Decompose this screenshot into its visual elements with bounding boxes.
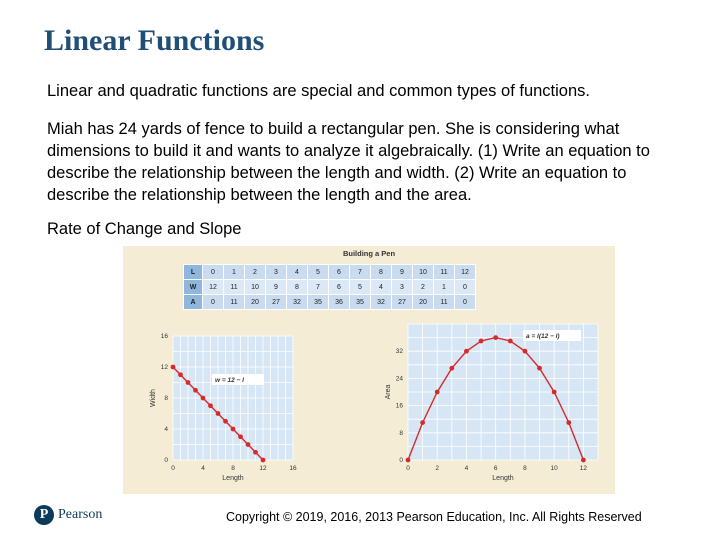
table-cell: 5 — [350, 280, 371, 295]
data-point — [435, 390, 440, 395]
table-cell: 20 — [245, 295, 266, 310]
pearson-logo — [34, 505, 102, 525]
pearson-logo-icon: P — [34, 505, 54, 525]
x-axis-label: Length — [492, 475, 514, 482]
table-cell: 20 — [413, 295, 434, 310]
row-header: W — [184, 280, 203, 295]
data-point — [238, 434, 243, 439]
data-point — [566, 420, 571, 425]
table-cell: 2 — [245, 265, 266, 280]
y-tick-label: 8 — [399, 429, 403, 437]
data-point — [208, 403, 213, 408]
table-cell: 10 — [245, 280, 266, 295]
figure-title: Building a Pen — [342, 249, 396, 258]
data-point — [178, 372, 183, 377]
data-point — [186, 380, 191, 385]
table-cell: 8 — [371, 265, 392, 280]
table-cell: 6 — [329, 265, 350, 280]
x-axis-label: Length — [222, 475, 244, 482]
data-point — [523, 349, 528, 354]
table-cell: 12 — [455, 265, 476, 280]
problem-paragraph: Miah has 24 yards of fence to build a rectangular pen. She is considering what dimensions to build it and wants to analyze it algebraically. (1) Write an equation to describe the relationship between the length and width. (2) Write an equation to describe the relationship between the length and the area. — [47, 120, 650, 204]
y-tick-label: 0 — [399, 457, 403, 464]
table-cell: 11 — [434, 265, 455, 280]
table-cell: 11 — [434, 295, 455, 310]
data-point — [223, 419, 228, 424]
data-point — [464, 349, 469, 354]
table-cell: 11 — [224, 295, 245, 310]
data-point — [231, 427, 236, 432]
y-tick-label: 16 — [395, 402, 403, 410]
table-cell: 27 — [266, 295, 287, 310]
y-tick-label: 16 — [160, 333, 168, 340]
table-cell: 9 — [392, 265, 413, 280]
table-cell: 6 — [329, 280, 350, 295]
table-cell: 7 — [350, 265, 371, 280]
data-point — [552, 390, 557, 395]
intro-paragraph: Linear and quadratic functions are special and common types of functions. — [47, 82, 590, 100]
table-cell: 0 — [203, 295, 224, 310]
y-axis-label: Area — [385, 384, 392, 400]
table-cell: 4 — [371, 280, 392, 295]
table-cell: 9 — [266, 280, 287, 295]
table-cell: 1 — [434, 280, 455, 295]
data-point — [479, 339, 484, 344]
y-tick-label: 32 — [395, 348, 403, 356]
y-tick-label: 0 — [164, 457, 168, 464]
y-tick-label: 24 — [395, 375, 403, 383]
x-tick-label: 12 — [259, 465, 267, 472]
subheading: Rate of Change and Slope — [47, 220, 242, 238]
y-tick-label: 12 — [160, 364, 168, 371]
data-point — [171, 365, 176, 370]
data-point — [193, 388, 198, 393]
area-chart — [378, 324, 608, 482]
table-row — [184, 265, 476, 280]
y-axis-label: Width — [150, 389, 157, 407]
data-point — [420, 420, 425, 425]
pen-table — [183, 264, 476, 310]
x-tick-label: 4 — [464, 465, 469, 472]
table-row — [184, 280, 476, 295]
x-tick-label: 8 — [231, 465, 235, 472]
table-cell: 8 — [287, 280, 308, 295]
pen-figure — [123, 246, 615, 494]
data-point — [537, 366, 542, 371]
table-cell: 3 — [392, 280, 413, 295]
table-cell: 7 — [308, 280, 329, 295]
table-cell: 0 — [203, 265, 224, 280]
table-cell: 0 — [455, 280, 476, 295]
x-tick-label: 10 — [550, 465, 558, 472]
table-row — [184, 295, 476, 310]
table-cell: 32 — [371, 295, 392, 310]
x-tick-label: 12 — [579, 465, 588, 472]
x-tick-label: 16 — [289, 465, 297, 472]
equation-label: a = l(12 − l) — [526, 333, 560, 340]
y-tick-label: 8 — [164, 395, 168, 402]
x-tick-label: 2 — [435, 465, 440, 472]
table-cell: 35 — [350, 295, 371, 310]
table-cell: 1 — [224, 265, 245, 280]
equation-label: w = 12 − l — [215, 377, 244, 384]
table-cell: 4 — [287, 265, 308, 280]
x-tick-label: 4 — [201, 465, 205, 472]
x-tick-label: 0 — [171, 465, 175, 472]
data-point — [449, 366, 454, 371]
data-point — [261, 458, 266, 463]
width-chart — [143, 324, 313, 482]
table-cell: 10 — [413, 265, 434, 280]
data-point — [508, 339, 513, 344]
data-point — [581, 458, 586, 463]
data-point — [201, 396, 206, 401]
row-header: A — [184, 295, 203, 310]
y-tick-label: 4 — [164, 426, 168, 433]
x-tick-label: 0 — [406, 465, 410, 472]
table-cell: 5 — [308, 265, 329, 280]
table-cell: 2 — [413, 280, 434, 295]
table-cell: 12 — [203, 280, 224, 295]
x-tick-label: 8 — [523, 465, 527, 472]
data-point — [493, 335, 498, 340]
x-tick-label: 6 — [493, 465, 498, 472]
copyright-notice: Copyright © 2019, 2016, 2013 Pearson Education, Inc. All Rights Reserved — [226, 510, 642, 524]
table-cell: 27 — [392, 295, 413, 310]
table-cell: 0 — [455, 295, 476, 310]
table-cell: 32 — [287, 295, 308, 310]
table-cell: 35 — [308, 295, 329, 310]
row-header: L — [184, 265, 203, 280]
slide-title: Linear Functions — [44, 24, 265, 57]
data-point — [216, 411, 221, 416]
data-point — [406, 458, 411, 463]
data-point — [246, 442, 251, 447]
data-point — [253, 450, 258, 455]
pearson-logo-text: Pearson — [58, 507, 103, 522]
table-cell: 36 — [329, 295, 350, 310]
table-cell: 11 — [224, 280, 245, 295]
table-cell: 3 — [266, 265, 287, 280]
